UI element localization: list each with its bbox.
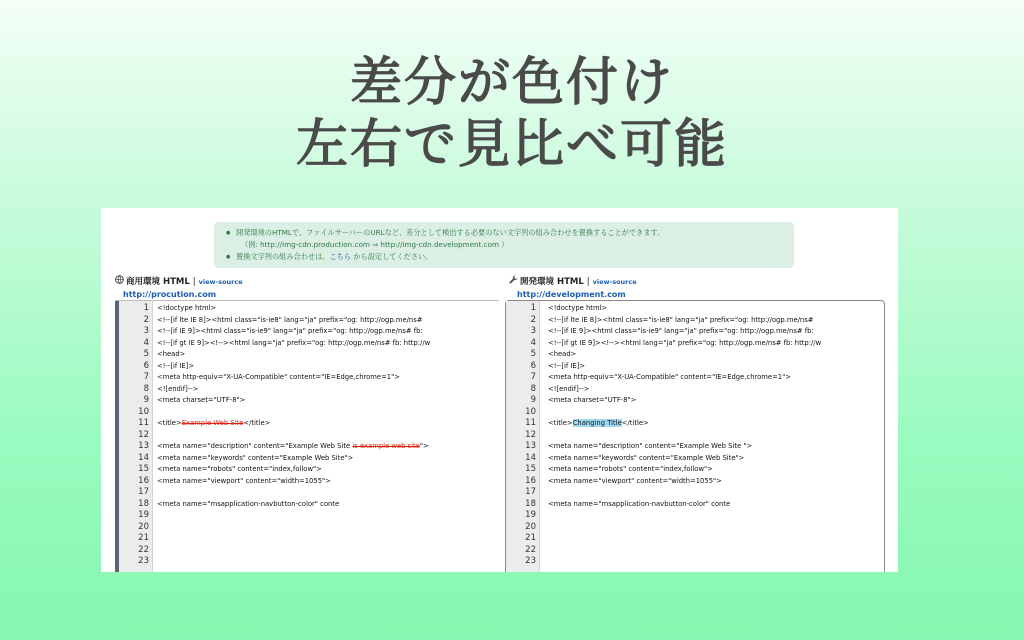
code-line — [506, 338, 884, 350]
globe-icon — [115, 275, 124, 288]
line-number: 20 — [138, 521, 149, 532]
code-line — [506, 372, 884, 384]
code-line — [115, 361, 499, 373]
line-number: 9 — [143, 395, 149, 405]
code-line — [115, 487, 499, 499]
code-line — [115, 453, 499, 465]
code-segment: <meta name="viewport" content="width=1055"> — [548, 476, 722, 485]
code-line — [506, 384, 884, 396]
code-line — [506, 487, 884, 499]
code-segment: <!--[if gt IE 9]><!--><html lang="ja" prefix="og: http://ogp.me/ns# fb: http://w — [548, 338, 822, 347]
development-url-link[interactable]: http://development.com — [517, 290, 626, 299]
production-code-editor[interactable] — [115, 300, 499, 572]
code-line — [115, 349, 499, 361]
code-segment: <![endif]--> — [548, 384, 590, 393]
code-segment: <head> — [548, 350, 577, 358]
code-segment: <head> — [157, 350, 186, 358]
production-view-source-link[interactable]: view-source — [198, 278, 243, 286]
notice-settings-after: から設定してください。 — [351, 252, 433, 261]
code-segment: <!doctype html> — [548, 304, 608, 312]
code-line — [506, 464, 884, 476]
line-number: 1 — [530, 303, 536, 313]
code-segment: <meta name="robots" content="index,follow"> — [157, 465, 322, 473]
code-line — [506, 303, 884, 315]
line-number: 1 — [143, 303, 149, 313]
line-number: 4 — [143, 337, 149, 348]
headline-line-1: 差分が色付け — [349, 53, 674, 113]
code-line — [506, 476, 884, 488]
code-segment: <meta name="keywords" content="Example Web Site"> — [157, 453, 354, 462]
line-number: 3 — [143, 326, 149, 336]
code-line — [115, 441, 499, 453]
production-header — [115, 275, 243, 300]
line-number: 21 — [138, 533, 149, 543]
code-line — [115, 326, 499, 338]
development-title: 開発環境 HTML — [520, 277, 584, 287]
development-code-lines — [506, 303, 884, 568]
line-number: 13 — [138, 441, 149, 451]
code-line — [506, 533, 884, 545]
notice-item-settings — [236, 251, 784, 263]
line-number: 5 — [143, 349, 149, 359]
production-separator: | — [192, 277, 196, 287]
code-text — [548, 303, 607, 315]
code-segment: <meta charset="UTF-8"> — [548, 396, 637, 404]
code-text — [157, 395, 245, 407]
code-segment: <![endif]--> — [157, 384, 199, 393]
code-segment: <!--[if IE]> — [548, 361, 586, 370]
diff-removed-text: Example Web Site — [181, 419, 244, 427]
code-line — [115, 533, 499, 545]
code-segment: <!--[if lte IE 8]><html class="is-ie8" lang="ja" prefix="og: http://ogp.me/ns# — [157, 315, 423, 324]
line-number: 6 — [530, 360, 536, 371]
code-text — [548, 326, 814, 338]
line-number: 22 — [525, 544, 536, 555]
code-line — [115, 303, 499, 315]
code-line — [506, 418, 884, 430]
code-line — [506, 499, 884, 511]
code-segment: <!--[if IE 9]><html class="is-ie9" lang="ja" prefix="og: http://ogp.me/ns# fb: — [548, 327, 814, 335]
code-line — [115, 545, 499, 557]
code-text — [548, 384, 589, 396]
code-segment: <meta name="description" content="Example Web Site "> — [548, 442, 753, 450]
code-text — [548, 315, 813, 327]
code-line — [506, 407, 884, 419]
code-segment: <meta name="robots" content="index,follow"> — [548, 465, 713, 473]
code-text — [157, 315, 422, 327]
code-text — [548, 361, 585, 373]
line-number: 8 — [530, 383, 536, 394]
line-number: 13 — [525, 441, 536, 451]
code-line — [115, 372, 499, 384]
code-text — [157, 464, 322, 476]
code-segment: <meta name="description" content="Example Web Site — [157, 442, 353, 450]
code-segment: </title> — [621, 419, 649, 427]
code-segment: <meta name="msapplication-navbutton-color" conte — [157, 499, 340, 508]
line-number: 10 — [525, 406, 536, 417]
code-text — [157, 418, 270, 430]
line-number: 14 — [138, 452, 149, 463]
code-text — [157, 384, 198, 396]
code-segment: <!--[if IE 9]><html class="is-ie9" lang="ja" prefix="og: http://ogp.me/ns# fb: — [157, 327, 423, 335]
diff-added-text: Changing Title — [572, 419, 622, 427]
code-text — [548, 349, 576, 361]
settings-link[interactable]: こちら — [329, 252, 352, 261]
code-segment: <!--[if gt IE 9]><!--><html lang="ja" prefix="og: http://ogp.me/ns# fb: http://w — [157, 338, 431, 347]
code-line — [115, 499, 499, 511]
code-text — [157, 372, 400, 384]
code-segment: <meta name="msapplication-navbutton-color" conte — [548, 499, 731, 508]
code-line — [115, 315, 499, 327]
wrench-icon — [509, 275, 518, 288]
replace-notice-box — [214, 222, 794, 268]
development-separator: | — [586, 277, 590, 287]
code-line — [115, 510, 499, 522]
code-segment: </title> — [243, 419, 271, 427]
code-text — [548, 338, 821, 350]
line-number: 17 — [525, 487, 536, 497]
line-number: 12 — [138, 429, 149, 440]
code-segment: <meta http-equiv="X-UA-Compatible" content="IE=Edge,chrome=1"> — [548, 373, 791, 381]
code-text — [548, 372, 791, 384]
code-segment: <title> — [548, 419, 573, 427]
code-line — [115, 464, 499, 476]
code-line — [506, 510, 884, 522]
code-text — [548, 499, 730, 511]
code-line — [115, 338, 499, 350]
code-line — [115, 384, 499, 396]
line-number: 23 — [525, 556, 536, 566]
code-text — [157, 441, 429, 453]
code-line — [115, 418, 499, 430]
line-number: 15 — [138, 464, 149, 474]
line-number: 16 — [138, 475, 149, 486]
line-number: 10 — [138, 406, 149, 417]
notice-settings-before: 置換文字列の組み合わせは、 — [236, 252, 330, 261]
line-number: 2 — [530, 314, 536, 325]
production-code-lines — [115, 303, 499, 568]
code-text — [157, 453, 353, 465]
line-number: 6 — [143, 360, 149, 371]
line-number: 20 — [525, 521, 536, 532]
diff-removed-text: is example web site — [352, 442, 420, 450]
code-text — [157, 499, 339, 511]
code-segment: <title> — [157, 419, 182, 427]
code-text — [157, 326, 423, 338]
code-segment: <!--[if lte IE 8]><html class="is-ie8" lang="ja" prefix="og: http://ogp.me/ns# — [548, 315, 814, 324]
line-number: 11 — [525, 418, 536, 428]
code-text — [157, 303, 216, 315]
line-number: 11 — [138, 418, 149, 428]
code-line — [506, 315, 884, 327]
code-text — [548, 418, 649, 430]
code-line — [506, 349, 884, 361]
line-number: 23 — [138, 556, 149, 566]
line-number: 17 — [138, 487, 149, 497]
code-line — [506, 556, 884, 568]
code-text — [548, 453, 744, 465]
code-line — [115, 395, 499, 407]
notice-item-example: （例: http://img-cdn.production.com ⇒ http://img-cdn.development.com ） — [241, 240, 509, 249]
code-line — [506, 453, 884, 465]
line-number: 21 — [525, 533, 536, 543]
code-line — [506, 545, 884, 557]
code-line — [506, 326, 884, 338]
code-line — [115, 430, 499, 442]
code-segment: <meta charset="UTF-8"> — [157, 396, 246, 404]
code-text — [157, 476, 331, 488]
code-text — [157, 338, 430, 350]
line-number: 4 — [530, 337, 536, 348]
code-line — [115, 476, 499, 488]
code-segment: <meta http-equiv="X-UA-Compatible" content="IE=Edge,chrome=1"> — [157, 373, 400, 381]
line-number: 2 — [143, 314, 149, 325]
development-code-editor[interactable] — [505, 300, 885, 572]
line-number: 22 — [138, 544, 149, 555]
line-number: 15 — [525, 464, 536, 474]
line-number: 8 — [143, 383, 149, 394]
production-title: 商用環境 HTML — [126, 277, 190, 287]
line-number: 18 — [138, 498, 149, 509]
development-view-source-link[interactable]: view-source — [592, 278, 637, 286]
headline — [0, 52, 1024, 176]
line-number: 19 — [525, 510, 536, 520]
development-header — [509, 275, 637, 300]
code-text — [548, 441, 752, 453]
code-line — [506, 430, 884, 442]
code-segment: <meta name="keywords" content="Example Web Site"> — [548, 453, 745, 462]
code-line — [506, 441, 884, 453]
code-segment: <!--[if IE]> — [157, 361, 195, 370]
code-text — [548, 476, 722, 488]
code-text — [548, 464, 713, 476]
line-number: 16 — [525, 475, 536, 486]
diff-screenshot-panel — [101, 208, 898, 572]
code-text — [157, 361, 194, 373]
code-line — [115, 522, 499, 534]
code-line — [506, 361, 884, 373]
line-number: 12 — [525, 429, 536, 440]
code-segment: <meta name="viewport" content="width=1055"> — [157, 476, 331, 485]
code-text — [548, 395, 636, 407]
line-number: 5 — [530, 349, 536, 359]
headline-line-2: 左右で見比べ可能 — [295, 115, 728, 175]
code-line — [115, 556, 499, 568]
code-segment: <!doctype html> — [157, 304, 217, 312]
production-url-link[interactable]: http://procution.com — [123, 290, 217, 299]
code-line — [506, 395, 884, 407]
code-line — [506, 522, 884, 534]
code-text — [157, 349, 185, 361]
code-segment: "> — [419, 442, 429, 450]
line-number: 7 — [143, 372, 149, 382]
line-number: 7 — [530, 372, 536, 382]
line-number: 19 — [138, 510, 149, 520]
code-line — [115, 407, 499, 419]
line-number: 9 — [530, 395, 536, 405]
line-number: 3 — [530, 326, 536, 336]
notice-item-replace: ● 開発環境のHTMLで、ファイルサーバーのURLなど、差分として検出する必要のない文字列の組み合わせを置換することができます。 — [236, 227, 784, 239]
line-number: 18 — [525, 498, 536, 509]
line-number: 14 — [525, 452, 536, 463]
